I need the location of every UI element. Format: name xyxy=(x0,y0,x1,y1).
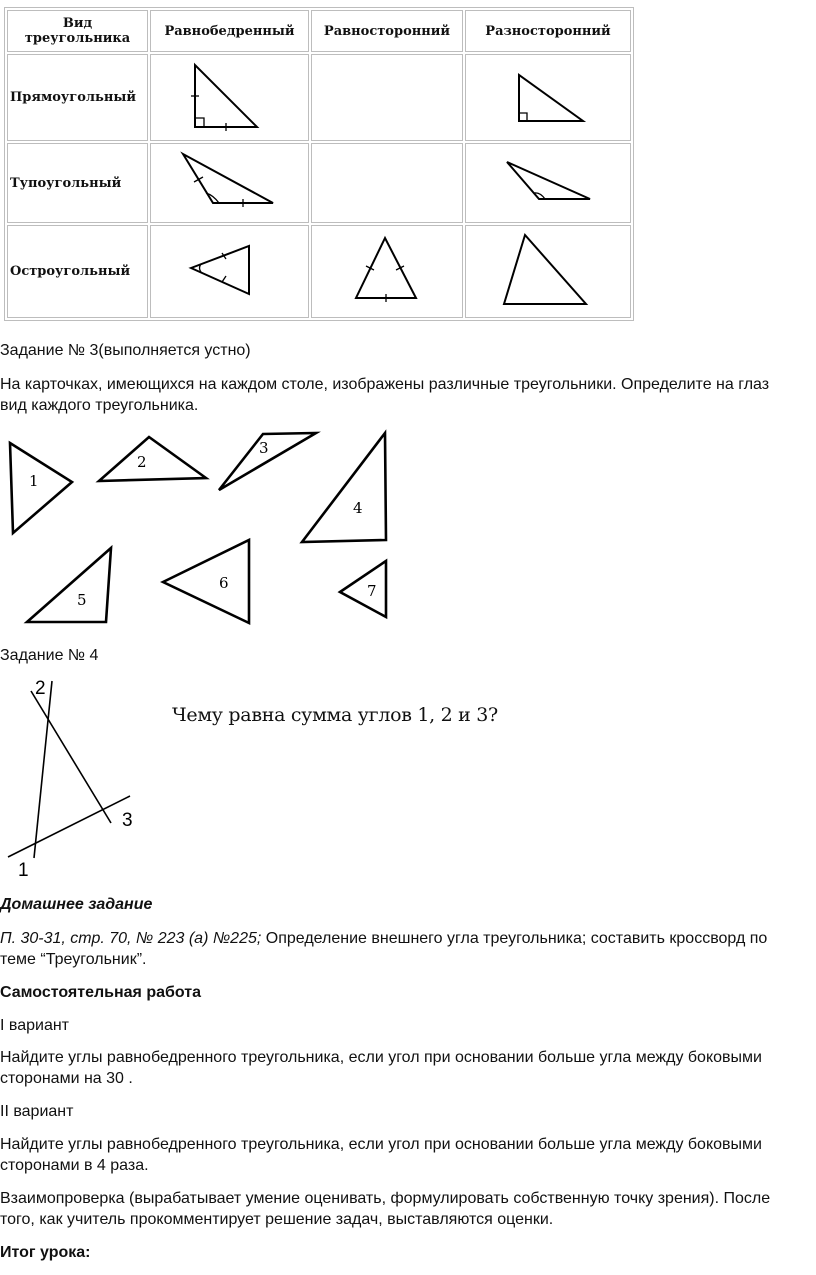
table-row xyxy=(7,225,631,318)
table-cell xyxy=(150,54,309,141)
table-cell xyxy=(150,225,309,318)
row-label: Прямоугольный xyxy=(10,90,137,105)
card-label: 2 xyxy=(137,453,147,471)
table-header-cell xyxy=(150,10,309,52)
homework-ref: П. 30-31, стр. 70, № 223 (а) №225; xyxy=(0,930,262,947)
task4-question: Чему равна сумма углов 1, 2 и 3? xyxy=(172,704,498,726)
variant1-label: I вариант xyxy=(0,1017,70,1034)
peer-check-text: Взаимопроверка (вырабатывает умение оценивать, формулировать собственную точку зрения). После того, как учитель прокомментирует решение задач, выставляются оценки. xyxy=(0,1190,771,1228)
variant1-text: Найдите углы равнобедренного треугольника, если угол при основании больше угла между боковыми сторонами на 30 . xyxy=(0,1049,762,1087)
table-cell xyxy=(465,225,631,318)
table-cell xyxy=(465,143,631,223)
equilateral-triangle xyxy=(312,226,462,317)
table-cell xyxy=(311,225,463,318)
row-label-cell xyxy=(7,143,148,223)
right-scalene-triangle xyxy=(466,55,630,140)
card-label: 1 xyxy=(29,472,39,490)
header-label: Равносторонний xyxy=(323,23,451,39)
obtuse-isosceles-triangle xyxy=(151,144,308,222)
card-label: 3 xyxy=(259,439,269,457)
table-header-cell xyxy=(465,10,631,52)
task3-text: На карточках, имеющихся на каждом столе, изображены различные треугольники. Определите на глаз вид каждого треугольника. xyxy=(0,376,770,414)
task3-title: Задание № 3(выполняется устно) xyxy=(0,342,251,359)
table-cell xyxy=(311,143,463,223)
summary-title: Итог урока: xyxy=(0,1244,91,1261)
acute-isosceles-triangle xyxy=(151,226,308,317)
obtuse-scalene-triangle xyxy=(466,144,630,222)
angle-label: 2 xyxy=(35,678,46,699)
table-cell xyxy=(150,143,309,223)
homework-title: Домашнее задание xyxy=(0,896,153,913)
header-label: Разносторонний xyxy=(485,23,611,39)
table-row xyxy=(7,143,631,223)
angles-diagram xyxy=(0,673,160,878)
homework-text xyxy=(0,928,780,970)
table-row xyxy=(7,54,631,141)
card-label: 7 xyxy=(367,582,377,600)
header-label: Равнобедренный xyxy=(164,23,295,39)
row-label-cell xyxy=(7,225,148,318)
variant2-text: Найдите углы равнобедренного треугольника, если угол при основании больше угла между боковыми сторонами в 4 раза. xyxy=(0,1136,762,1174)
table-cell xyxy=(311,54,463,141)
row-label: Тупоугольный xyxy=(10,175,122,191)
triangle-cards-figure xyxy=(0,425,400,630)
header-label: Вид треугольника xyxy=(24,16,131,46)
angle-label: 3 xyxy=(122,810,133,831)
card-label: 6 xyxy=(219,574,229,592)
angle-label: 1 xyxy=(18,860,29,878)
acute-scalene-triangle xyxy=(466,226,630,317)
table-header-cell xyxy=(7,10,148,52)
variant2-label: II вариант xyxy=(0,1103,74,1120)
table-cell xyxy=(465,54,631,141)
triangle-classification-table xyxy=(4,7,634,321)
row-label-cell xyxy=(7,54,148,141)
table-header-row xyxy=(7,10,631,52)
card-label: 4 xyxy=(353,499,363,517)
task4-title: Задание № 4 xyxy=(0,647,99,664)
homework-desc: Определение внешнего угла треугольника; составить кроссворд по теме “Треугольник”. xyxy=(0,930,768,968)
right-isosceles-triangle xyxy=(151,55,308,140)
card-label: 5 xyxy=(77,591,87,609)
row-label: Остроугольный xyxy=(10,264,131,279)
independent-title: Самостоятельная работа xyxy=(0,984,201,1001)
table-header-cell xyxy=(311,10,463,52)
